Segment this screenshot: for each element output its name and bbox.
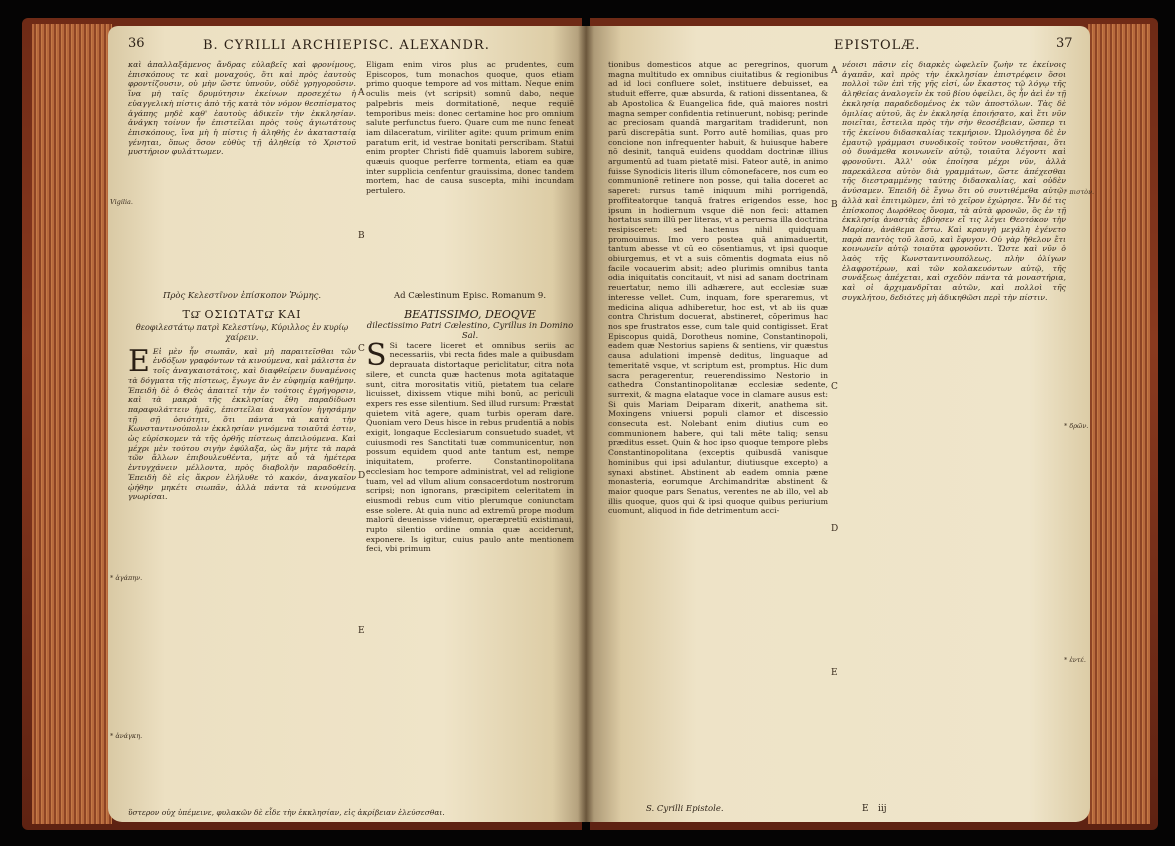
right-footer-signature: S. Cyrilli Epistole. (646, 804, 724, 814)
left-latin-text-1: Eligam enim viros plus ac prudentes, cum Episcopos, tum monachos quoque, quos etiam primo quoque tempore ad vos mittam. Neque enim oculis meis (vt scripsit) somnū dabo, neque palpebris meis dormitationē, neque requiē temporibus meis: donec certamine hoc pro omnium salute perfunctus fuero. Quare cum me nunc feneat iam dilaceratum, viriliter agite: quum primum enim paratum erit, id vestrae bonitati perscribam. Statui enim propter Christi fidē quamuis laborem subire, quæuis quoque perferre tormenta, etiam ea quæ inter supplicia cenfentur grauissima, donec tandem mortem, hac de causa suscepta, mihi incundam pertulero. (366, 60, 574, 196)
right-greek-text: νέοισι πᾶσιν εἰς διαρκὲς ὠφελεῖν ζωὴν τε ἐκείνοις ἀγαπᾶν, καὶ πρὸς τὴν ἐκκλησίαν ἐπιστρέφειν ὅσοι πολλοὶ τῶν ἐπὶ τῆς γῆς εἰσί, ὧν ἕκαστος τῷ λόγῳ τῆς ἀληθείας ἀναλογεῖν ἐκ τοῦ βίου ὀφείλει, ὃς ἦν ἀεὶ ἐν τῇ ἐκκλησίᾳ παραδεδομένος ἐκ τῶν ἀποστόλων. Τὰς δὲ ὁμιλίας αὐτοῦ, ἃς ἐν ἐκκλησίᾳ ἐποιήσατο, καὶ ἔτι νῦν ποιεῖται, ἔστειλα πρὸς τὴν σὴν θεοσέβειαν, ὥσπερ τι τῆς ἐκείνου διδασκαλίας τεκμήριον. Ὡμολόγησα δὲ ἐν ἐμαυτῷ γράμμασι συνοδικοῖς τοῦτον νουθετῆσαι, ὅτι οὐ δυνάμεθα κοινωνεῖν αὐτῷ, τοιαῦτα λέγοντι καὶ φρονοῦντι. Ἀλλ' οὐκ ἐποίησα μέχρι νῦν, ἀλλὰ παρεκάλεσα αὐτὸν διὰ γραμμάτων, ὥστε ἀπέχεσθαι τῆς διεστραμμένης ταύτης διδασκαλίας, καὶ οὐδὲν ἀνύσαμεν. Ἐπειδὴ δὲ ἔγνω ὅτι οὐ συντιθέμεθα αὐτῷ, ἀλλὰ καὶ ἐπιτιμῶμεν, ἐπὶ τὸ χεῖρον ἐχώρησε. Ἦν δέ τις ἐπίσκοπος Δωρόθεος ὄνομα, τὰ αὐτὰ φρονῶν, ὃς ἐν τῇ ἐκκλησίᾳ ἀναστὰς ἐβόησεν εἴ τις λέγει Θεοτόκον τὴν Μαρίαν, ἀνάθεμα ἔστω. Καὶ κραυγὴ μεγάλη ἐγένετο παρὰ παντὸς τοῦ λαοῦ, καὶ ἔφυγον. Οὐ γὰρ ἤθελον ἔτι κοινωνεῖν αὐτῷ τοιαῦτα φρονοῦντι. Ὥστε καὶ νῦν ὁ λαὸς τῆς Κωνσταντινουπόλεως, πλὴν ὀλίγων ἐλαφροτέρων, καὶ τῶν κολακευόντων αὐτῷ, τῆς συνάξεως ἀπέχεται, καὶ σχεδὸν πάντα τὰ μοναστήρια, καὶ οἱ ἀρχιμανδρῖται αὐτῶν, καὶ πολλοὶ τῆς συγκλήτου, δεδιότες μὴ ἀδικηθῶσι περὶ τὴν πίστιν. (842, 60, 1066, 302)
latin-letter-body: Si tacere liceret et omnibus seriis ac necessariis, vbi recta fides male a quibusdam deprauata distortaque periclitatur, citra nota silere, et cuncta quæ hactenus mota agitataque sunt, citra morositatis vitiū, pietatem tua celare licuisset, dixissem vtique mihi bonū, ac periculi expers res esse silentium. Sed illud rursum: Præstat quietem vitā agere, quam turbis operam dare. Quoniam vero Deus hisce in rebus prudentiā a nobis exigit, longaque Ecclesiarum consuetudo suadet, vt cuiusmodi res Sanctitati tuæ communicentur, non possum equidem quod ante tantum est, nempe iniquitatem, proferre. Constantinopolitana ecclesiam hoc tempore administrat, vel ad religione tuam, vel ad vllum alium consacerdotum nostrorum scripsi; non ignorans, præcipitem celeritatem in eiusmodi rebus cum vitio plerumque coniunctam esse solere. At quia nunc ad extremū prope modum malorū deuenisse videmur, operæpretiū existimaui, rupto silentio ordine omnia quæ acciderunt, exponere. Is igitur, cuius paulo ante mentionem feci, vbi primum (366, 340, 574, 554)
greek-letter-address: Πρὸς Κελεστῖνον ἐπίσκοπον Ῥώμης. (162, 291, 322, 301)
latin-drop-cap: S (366, 337, 387, 373)
latin-letter-heading-text: Ad Cælestinum Episc. Romanum (393, 291, 536, 301)
latin-letter-number: 9. (537, 291, 547, 301)
latin-letter-heading (366, 292, 574, 302)
left-marker-a: A (358, 88, 365, 98)
left-running-header: B. CYRILLI ARCHIEPISC. ALEXANDR. (203, 38, 490, 53)
right-marker-e: E (831, 668, 838, 678)
left-margin-note-2: * ἀγάπην. (110, 574, 143, 582)
latin-letter-title: BEATISSIMO, DEOQVE (404, 307, 536, 321)
greek-drop-cap: Ε (128, 343, 150, 379)
left-greek-column-letter (128, 288, 356, 808)
left-greek-text-2: ἀνάγκη τοίνυν ἦν ἐπιστεῖλαι πρὸς τοὺς ἁγιωτάτους ἐπισκόπους, ἵνα μὴ ἡ πίστις ἡ ἀληθὴς ἐν ἀκατασταίᾳ γένηται, ὅπως ὅσον εὐθὺς τῇ ἀληθείᾳ τὸ Χριστοῦ μυστήριον φυλάττωμεν. (128, 118, 356, 157)
left-page-number: 36 (128, 36, 145, 51)
left-margin-note-1: Vigilia. (110, 198, 133, 206)
right-latin-text: tionibus domesticos atque ac peregrinos, quorum magna multitudo ex omnibus ciuitatibus & regionibus ad id loci confluere solet, instituere debuisset, ea studuit efferre, quæ absurda, & rationi dissentanea, & ab Apostolica & Euangelica fide, quā maiores nostri magna semper confidentia retinuerunt, nobisq; perinde ac preciosam quandā margaritam tradiderunt, non parū discrepātia sunt. Porro autē homilias, quas pro concione non infrequenter habuit, & huiusque habere nō desinit, tanquā euidens quoddam doctrinæ illius argumentū ad tuam pietatē misi. Fateor autē, in animo fuisse Synodicis literis illum cōmonefacere, nos cum eo communionē retinere non posse, qui talia doceret ac saperet: rursus tamē iniquum mihi porrigendā, proffiteatorque tanquā fratres erigendos esse, hoc ipsum in hodiernum vsque diē non feci: attamen hortatus sum illū per literas, vt a peruersa illa doctrina resipisceret: sed hactenus nihil quidquam promouimus. Imo vero postea quā animaduertit, tantum abesse vt cū eo cōsentiamus, vt ipsi quoque obiurgemus, et vt a suis cōmentis dogmata eius nō facile vocauerim absit; adeo plurimis omnibus tanta odia iniquitatis concitauit, vt nisi ad sanam doctrinam reuertatur, nemo illi adhærere, aut ecclesiæ suæ interesse vellet. Cum, inquam, fore speraremus, vt medicina aliqua adhiberetur, hoc est, vt ab iis quæ contra Christum docuerat, abstineret, cōperimus hac nos spe frustratos esse, cum tale quid contigisset. Erat Episcopus quidā, Dorotheus nomine, Constantinopoli, eadem quæ Nestorius sapiens & sentiens, vir quæstus causa adulationi impensè deditus, linguaque ad temeritatē vsque, vt scriptum est, promptus. Hic dum sacra peragerentur, reuerendissimo Nestorio in cathedra Constantinopolitanæ ecclesiæ sedente, surrexit, & magna elataque voce in clamare ausus est: Si quis Mariam Deiparam dixerit, anathema sit. Moxingens vniuersi populi clamor et discessio consecuta est. Nolebant enim diutius cum eo communionem habere, qui tali mēte taliq; sensu præditus esset. Quin & hoc ipso quoque tempore plebs Constantinopolitana (exceptis quibusdā vanisque hominibus qui ipsi adulantur, diutiusque excepto) a synaxi abstinet. Abstinent ab eadem omnia pæne monasteria, eorumque Archimandritæ abstinent & maior quoque pars Senatus, verentes ne ab illo, vel ab illis quoque, quos qui & ipsi quoque quibus periurium cuomunt, aliquod in fide detrimentum acci- (608, 60, 828, 516)
right-greek-column (842, 60, 1066, 808)
left-greek-text-1: καὶ ἀπαλλαξάμενος ἄνδρας εὐλαβεῖς καὶ φρονίμους, ἐπισκόπους τε καὶ μοναχούς, ὅτι καὶ πρὸς ἑαυτοὺς φροντίζουσιν, οὐ μὴν ὥστε ὑπνοῦν, οὐδὲ γρηγοροῦσιν. ἵνα μὴ ταῖς δρυμύτησιν ἐκείνων προσεχέτω ἡ εὐαγγελικὴ πίστις ἀπὸ τῆς κατὰ τὸν νόμον θεσπίσματος ἀγάπης μηδὲ καθ' ἑαυτοὺς ἀδικεῖν τὴν ἐκκλησίαν. (128, 60, 356, 118)
left-marker-e: E (358, 626, 365, 636)
right-footer-gathering: E (862, 804, 869, 814)
latin-letter-subtitle: dilectissimo Patri Cælestino, Cyrillus in Domino Sal. (366, 320, 574, 341)
right-page-number: 37 (1056, 36, 1073, 51)
left-page-bottom-line: ὕστερον οὐχ ὑπέμεινε, φυλακῶν δὲ εἶδε τὴν ἐκκλησίαν, εἰς ἀκρίβειαν ἐλεύσεσθαι. (128, 808, 445, 817)
right-running-header: EPISTOLÆ. (834, 38, 921, 53)
greek-letter-body: Εἰ μὲν ἦν σιωπᾶν, καὶ μὴ παραιτεῖσθαι τῶν ἐνδόξων γραφόντων τὰ κινούμενα, καὶ μάλιστα ἐν τοῖς ἀναγκαιοτάτοις, καὶ διαφθείρειν δυναμένοις τὰ δόγματα τῆς πίστεως, ἔγωγε ἂν ἐν εὐφημίᾳ καθήμην. Ἐπειδὴ δὲ ὁ Θεὸς ἀπαιτεῖ τὴν ἐν τούτοις ἐγρήγορσιν, καὶ τὰ μακρὰ τῆς ἐκκλησίας ἔθη παραδίδωσι παραφυλάττειν ἡμᾶς, ἐπιστεῖλαι ἀναγκαῖον ἡγησάμην τῇ σῇ ὁσιότητι, ὅτι πάντα τὰ κατὰ τὴν Κωνσταντινούπολιν ἐκκλησίαν γινόμενα τοιαῦτά ἐστιν, ὡς εὑρίσκομεν τὰ τῆς ὀρθῆς πίστεως ἀπειλούμενα. Καὶ μέχρι μὲν τούτου σιγὴν ἐφύλαξα, ὡς ἂν μήτε τὰ παρὰ τῶν ἄλλων ἐπιβουλευθέντα, μήτε αὖ τὰ ἡμέτερα ἐντυγχάνειν μέλλοντα, πρὸς διαβολὴν παραδοθείη. Ἐπειδὴ δὲ εἰς ἄκρον ἐλήλυθε τὸ κακόν, ἀναγκαῖον ᾠήθην μηκέτι σιωπᾶν, ἀλλὰ πάντα τὰ κινούμενα γνωρίσαι. (128, 346, 356, 502)
left-marker-b: B (358, 231, 365, 241)
greek-letter-subtitle: θεοφιλεστάτῳ πατρὶ Κελεστίνῳ, Κύριλλος ἐν κυρίῳ χαίρειν. (135, 322, 349, 342)
right-marker-d: D (831, 524, 839, 534)
right-margin-note-2: * δρῶν. (1064, 422, 1089, 430)
left-latin-column-letter (366, 288, 574, 808)
greek-letter-title: ΤΩ͂ ΟΣΙΩΤΑΤΩ͂ ΚΑΙ (182, 307, 302, 321)
right-margin-note-3: * ἐντέ. (1064, 656, 1086, 664)
right-page (586, 26, 1095, 822)
right-marker-b: B (831, 200, 838, 210)
left-marker-c: C (358, 344, 365, 354)
right-marker-a: A (831, 66, 838, 76)
left-latin-column-top (366, 60, 574, 278)
page-edges-left (32, 24, 112, 824)
left-marker-d: D (358, 471, 366, 481)
book-gutter (578, 26, 594, 822)
left-greek-column-top (128, 60, 356, 280)
right-marker-c: C (831, 382, 838, 392)
right-latin-column (608, 60, 828, 800)
page-edges-right (1088, 24, 1150, 824)
left-page (108, 26, 586, 822)
right-margin-note-1: * πιστὸν. (1064, 188, 1095, 196)
left-margin-note-3: * ἀνάγκη. (110, 732, 143, 740)
right-footer-catchword: iij (878, 804, 887, 814)
